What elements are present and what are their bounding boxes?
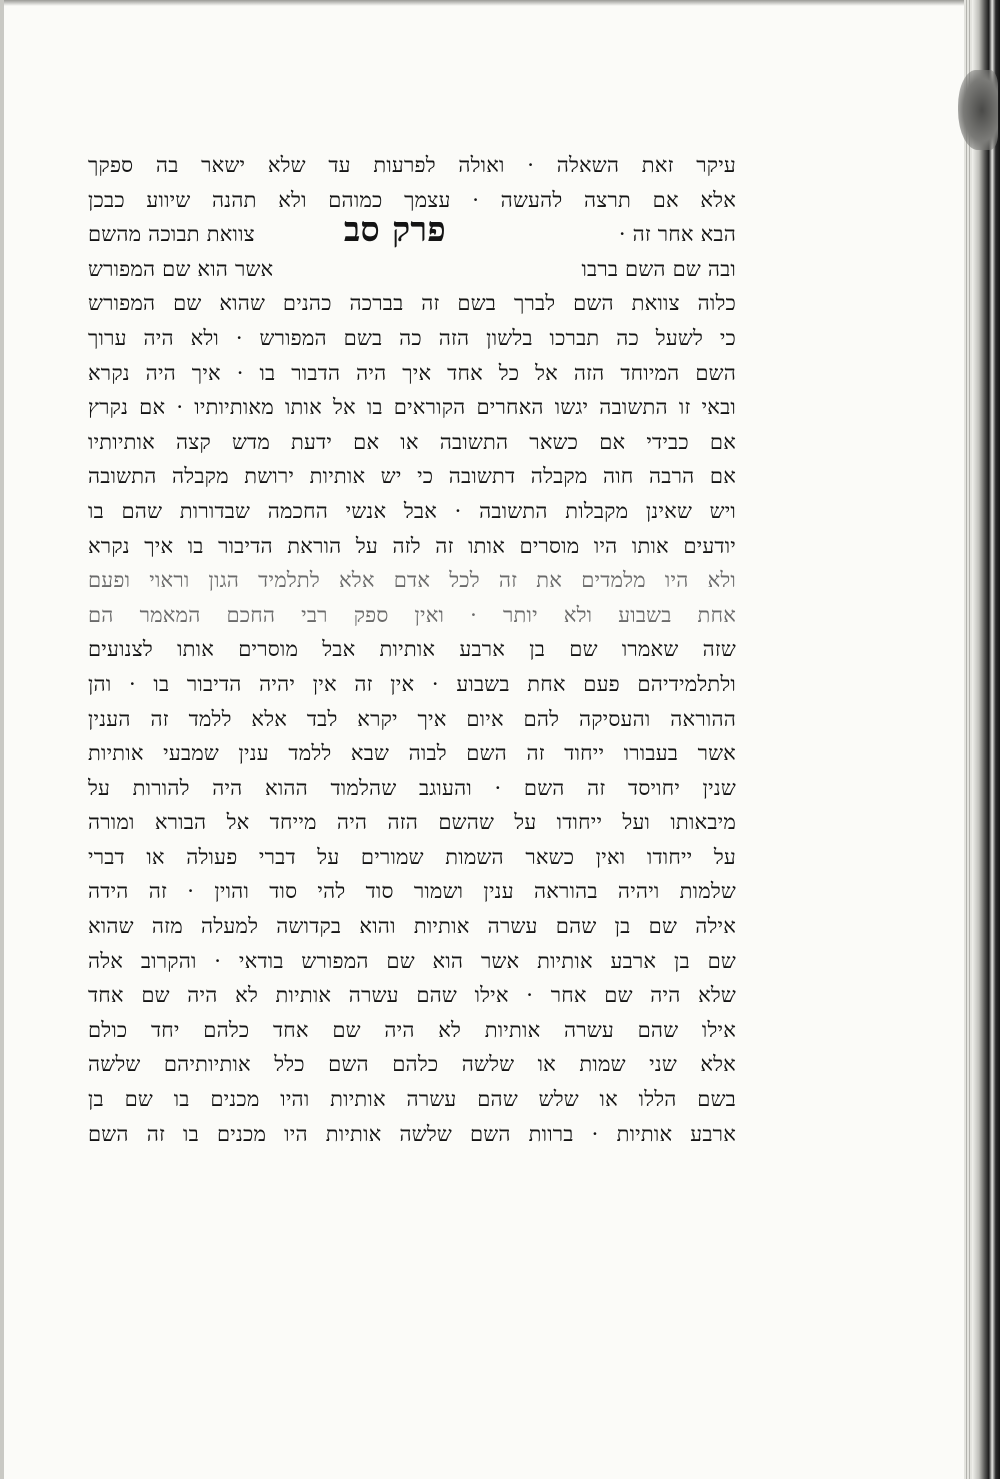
scan-left-edge	[0, 0, 4, 1479]
page-stack-edges	[964, 0, 972, 1479]
scan-top-edge	[0, 0, 1000, 6]
text-line: עיקר זאת השאלה · ואולה לפרעות עד שלא ישאר בה ספקך	[88, 153, 736, 177]
faint-text-line: אחת בשבוע ולא יותר · ואין ספק רבי החכם המאמר הם	[88, 602, 736, 627]
text-line: אשר בעבורו ייחוד זה השם לבוה שבא ללמד ענין שמבעי אותיות	[88, 741, 736, 766]
text-line: שנין יחויסד זה השם · והעוגב שהלמוד ההוא היה להורות על	[88, 775, 736, 800]
text-line: שלא היה שם אחר · אילו שהם עשרה אותיות לא היה שם אחד	[88, 983, 736, 1008]
ink-stain	[958, 70, 998, 150]
text-line: מיבאותו ועל ייחודו על שהשם הזה היה מייחד אל הבורא ומורה	[88, 810, 736, 835]
text-line: כלוה צוואת השם לברך בשם זה בברכה כהנים שהוא שם המפורש	[88, 291, 736, 316]
text-line: ובאי זו התשובה יגשו האחרים הקוראים בו אל אותו מאותיותיו · אם נקרץ	[88, 395, 736, 420]
text-line: אם הרבה חוה מקבלה דתשובה כי יש אותיות ירושת מקבלה התשובה	[88, 464, 736, 489]
text-line: השם המיוחד הזה אל כל אחד איך היה הדבור בו · איך היה נקרא	[88, 360, 736, 385]
text-line: על ייחודו ואין כשאר השמות שמורים על דברי פעולה או דברי	[88, 844, 736, 869]
text-line-segment: צוואת תבוכה מהשם	[88, 222, 255, 247]
text-line-segment: ובה שם השם ברבו	[581, 256, 736, 281]
text-line-segment: אשר הוא שם המפורש	[88, 256, 274, 281]
text-line: בשם הללו או שלש שהם עשרה אותיות והיו מכנים בו שם בן	[88, 1087, 736, 1112]
faint-text-line: ולא היו מלמדים את זה לכל אדם אלא לתלמיד הגון וראוי ופעם	[88, 568, 736, 593]
scan-right-border	[972, 0, 1000, 1479]
text-line: ולתלמידיהם פעם אחת בשבוע · אין זה אין יהיה הדיבור בו · והן	[88, 671, 736, 696]
text-line: יודעים אותו היו מוסרים אותו זה לזה על הוראת הדיבור בו איך נקרא	[88, 533, 736, 558]
text-line: כי לשעל כה תברכו בלשון הזה כה בשם המפורש · ולא היה ערוך	[88, 325, 736, 350]
text-line: אילו שהם עשרה אותיות לא היה שם אחד כלהם יחד כולם	[88, 1017, 736, 1042]
text-line	[88, 252, 736, 287]
text-line: שזה שאמרו שם בן ארבע אותיות אבל מוסרים אותו לצנועים	[88, 637, 736, 662]
text-line: אלא אם תרצה להעשה · עצמך כמוהם ולא תהנה שיווע כבכן	[88, 187, 736, 212]
chapter-heading: פרק סב	[343, 217, 446, 251]
manuscript-text-block	[88, 148, 736, 1151]
text-line: שלמות ויהיה בהוראה ענין ושמור סוד להי סוד והוין · זה הידה	[88, 879, 736, 904]
text-line: אלא שני שמות או שלשה כלהם השם כלל אותיותיהם שלשה	[88, 1052, 736, 1077]
text-line: אם כבידי אם כשאר התשובה או אם ידעת מדש קצה אותיותיו	[88, 429, 736, 454]
text-line: ארבע אותיות · ברוות השם שלשה אותיות היו מכנים בו זה השם	[88, 1121, 736, 1146]
text-line-segment: הבא אחר זה ·	[618, 222, 736, 247]
text-line: אילה שם בן שהם עשרה אותיות והוא בקדושה למעלה מזה שהוא	[88, 914, 736, 939]
chapter-heading-line	[88, 217, 736, 252]
text-line: ויש שאינן מקבלות התשובה · אבל אנשי החכמה שבדורות שהם בו	[88, 498, 736, 523]
text-line: ההוראה והעסיקה להם איום איך יקרא לבד אלא ללמד זה הענין	[88, 706, 736, 731]
text-line: שם בן ארבע אותיות אשר הוא שם המפורש בודאי · והקרוב אלה	[88, 948, 736, 973]
